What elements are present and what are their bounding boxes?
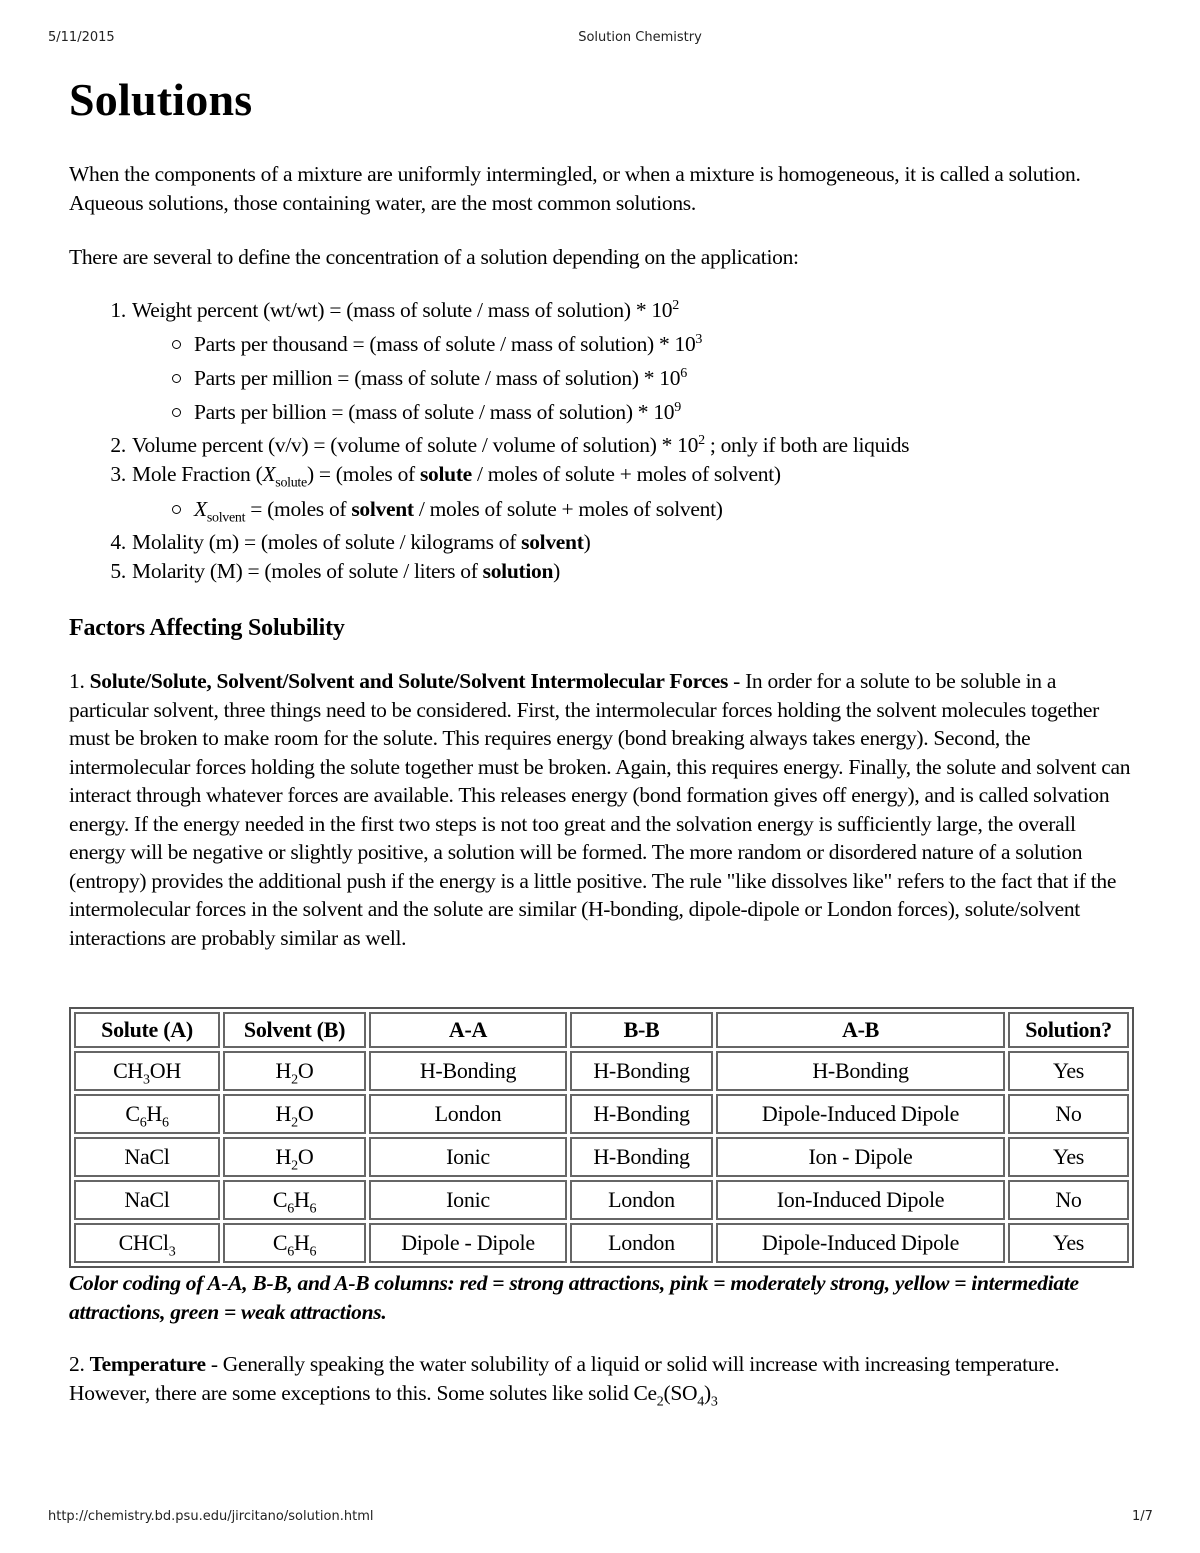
subscript: solvent: [206, 510, 246, 526]
intro-paragraph: When the components of a mixture are uniformly intermingled, or when a mixture is homogeneous, it is called a solution. Aqueous solutions, those containing water, are the most common solutions.: [69, 162, 1081, 215]
table-cell: Yes: [1008, 1051, 1129, 1091]
table-cell: H-Bonding: [570, 1094, 713, 1134]
print-date: 5/11/2015: [48, 30, 115, 45]
column-header: Solution?: [1008, 1012, 1129, 1048]
table-cell: Dipole-Induced Dipole: [716, 1094, 1005, 1134]
subscript: 4: [697, 1394, 704, 1410]
ppm-text: Parts per million = (mass of solute / mass of solution) * 10: [194, 366, 681, 391]
list-item: [131, 528, 1134, 557]
table-cell: [223, 1223, 366, 1263]
list-item: [131, 296, 1134, 430]
subscript: 2: [656, 1394, 664, 1410]
table-cell: Dipole-Induced Dipole: [716, 1223, 1005, 1263]
symbol: X: [194, 496, 207, 521]
list-item: [131, 460, 1134, 526]
table-header-row: [74, 1012, 1129, 1048]
subscript: 3: [168, 1244, 176, 1260]
table-cell: No: [1008, 1180, 1129, 1220]
text: ): [553, 558, 561, 583]
table-cell: H-Bonding: [369, 1051, 567, 1091]
volume-percent-text: Volume percent (v/v) = (volume of solute / volume of solution) * 10: [132, 433, 699, 458]
text: ): [703, 1380, 711, 1405]
text: 1.: [69, 669, 90, 694]
subscript: 3: [710, 1394, 718, 1410]
table-cell: Dipole - Dipole: [369, 1223, 567, 1263]
column-header: Solvent (B): [223, 1012, 366, 1048]
text: ): [583, 529, 591, 554]
text: / moles of solute + moles of solvent): [413, 496, 723, 521]
text: H: [275, 1101, 292, 1127]
page-number: 1/7: [1132, 1509, 1153, 1524]
list-item: [168, 395, 1134, 429]
subscript: 2: [291, 1072, 298, 1088]
subscript: 6: [309, 1201, 317, 1217]
exponent: 3: [695, 332, 703, 348]
exponent: 6: [680, 366, 687, 382]
table-cell: Yes: [1008, 1223, 1129, 1263]
article: [69, 74, 1134, 1410]
table-cell: [74, 1223, 220, 1263]
text: H: [146, 1101, 162, 1127]
text: Molarity (M) = (moles of solute / liters of: [132, 558, 483, 583]
text: Molality (m) = (moles of solute / kilograms of: [132, 529, 522, 554]
text: CHCl: [118, 1230, 169, 1256]
subscript: 6: [287, 1201, 294, 1217]
text: Mole Fraction (: [132, 462, 263, 487]
subscript: 2: [291, 1115, 298, 1131]
volume-percent-note: ; only if both are liquids: [704, 433, 910, 458]
text: H: [275, 1144, 292, 1170]
text: OH: [149, 1058, 181, 1084]
text: H: [293, 1187, 310, 1213]
table-cell: NaCl: [74, 1137, 220, 1177]
table-row: [74, 1137, 1129, 1177]
table-cell: Ion-Induced Dipole: [716, 1180, 1005, 1220]
table-cell: Ionic: [369, 1180, 567, 1220]
table-row: [74, 1223, 1129, 1263]
concentration-list: [69, 296, 1134, 586]
symbol: X: [262, 462, 276, 487]
table-cell: H-Bonding: [570, 1137, 713, 1177]
factor-1-paragraph: [69, 667, 1134, 952]
sub-list: [132, 327, 1134, 429]
concentration-intro: There are several to define the concentration of a solution depending on the application:: [69, 245, 799, 269]
print-url: http://chemistry.bd.psu.edu/jircitano/solution.html: [48, 1509, 374, 1524]
column-header: A-B: [716, 1012, 1005, 1048]
text: C: [272, 1230, 288, 1256]
list-item: [168, 361, 1134, 395]
text: C: [125, 1101, 140, 1127]
table-cell: [74, 1051, 220, 1091]
table-cell: [223, 1180, 366, 1220]
emphasis: solvent: [351, 496, 414, 521]
table-cell: Ion - Dipole: [716, 1137, 1005, 1177]
table-cell: [223, 1094, 366, 1134]
ppt-text: Parts per thousand = (mass of solute / mass of solution) * 10: [194, 332, 696, 357]
exponent: 2: [698, 433, 705, 449]
subscript: solute: [275, 475, 307, 491]
table-caption: Color coding of A-A, B-B, and A-B columns: red = strong attractions, pink = moderately strong, yellow = intermediate attractions, green = weak attractions.: [69, 1271, 1079, 1324]
table-cell: London: [570, 1223, 713, 1263]
column-header: A-A: [369, 1012, 567, 1048]
table-row: [74, 1180, 1129, 1220]
table-cell: [223, 1137, 366, 1177]
table-cell: Ionic: [369, 1137, 567, 1177]
text: - In order for a solute to be soluble in a particular solvent, three things need to be considered. First, the intermolecular forces holding the solvent molecules together must be broken to make room for the solute. This requires energy (bond breaking always takes energy). Second, the intermolecular forces holding the solute together must be broken. Again, this requires energy. Finally, the solute and solvent can interact through whatever forces are available. This releases energy (bond formation gives off energy), and is called solvation energy. If the energy needed in the first two steps is not too great and the solvation energy is sufficiently large, the overall energy will be negative or slightly positive, a solution will be formed. The more random or disordered nature of a solution (entropy) provides the additional push if the energy is a little positive. The rule "like dissolves like" refers to the fact that if the intermolecular forces in the solvent and the solute are similar (H-bonding, dipole-dipole or London forces), solute/solvent interactions are probably similar as well.: [69, 669, 1131, 950]
weight-percent-text: Weight percent (wt/wt) = (mass of solute / mass of solution) * 10: [132, 297, 673, 322]
subscript: 2: [291, 1158, 298, 1174]
text: ) = (moles of: [306, 462, 420, 487]
table-cell: NaCl: [74, 1180, 220, 1220]
text: C: [272, 1187, 288, 1213]
factor-title: Solute/Solute, Solvent/Solvent and Solute/Solvent Intermolecular Forces: [89, 669, 729, 694]
factor-title: Temperature: [89, 1352, 206, 1377]
list-item: [131, 557, 1134, 586]
exponent: 2: [672, 297, 679, 313]
text: 2.: [69, 1352, 90, 1377]
text: (SO: [663, 1380, 698, 1405]
print-page-title: Solution Chemistry: [578, 30, 702, 45]
list-item: [131, 431, 1134, 460]
subscript: 6: [139, 1115, 147, 1131]
solubility-table: [69, 1007, 1134, 1268]
column-header: Solute (A): [74, 1012, 220, 1048]
emphasis: solute: [419, 462, 472, 487]
exponent: 9: [674, 400, 681, 416]
table-cell: H-Bonding: [570, 1051, 713, 1091]
subscript: 3: [143, 1072, 150, 1088]
table-cell: [74, 1094, 220, 1134]
text: H: [293, 1230, 310, 1256]
text: O: [297, 1101, 314, 1127]
text: H: [275, 1058, 292, 1084]
sub-list: [132, 492, 1134, 526]
table-cell: [223, 1051, 366, 1091]
text: - Generally speaking the water solubility of a liquid or solid will increase with increasing temperature. However, there are some exceptions to this. Some solutes like solid Ce: [69, 1352, 1060, 1405]
list-item: [168, 327, 1134, 361]
subscript: 6: [161, 1115, 169, 1131]
section-heading: Factors Affecting Solubility: [69, 615, 345, 642]
table-cell: H-Bonding: [716, 1051, 1005, 1091]
factor-2-paragraph: [69, 1350, 1134, 1410]
table-cell: No: [1008, 1094, 1129, 1134]
text: = (moles of: [245, 496, 352, 521]
table-cell: Yes: [1008, 1137, 1129, 1177]
page-title: Solutions: [69, 74, 253, 125]
subscript: 6: [309, 1244, 317, 1260]
table-row: [74, 1094, 1129, 1134]
table-cell: London: [570, 1180, 713, 1220]
table-cell: London: [369, 1094, 567, 1134]
emphasis: solution: [482, 558, 554, 583]
text: O: [297, 1058, 314, 1084]
text: O: [297, 1144, 314, 1170]
emphasis: solvent: [521, 529, 584, 554]
column-header: B-B: [570, 1012, 713, 1048]
list-item: [168, 492, 1134, 526]
subscript: 6: [287, 1244, 294, 1260]
text: CH: [113, 1058, 144, 1084]
ppb-text: Parts per billion = (mass of solute / mass of solution) * 10: [194, 400, 675, 425]
table-row: [74, 1051, 1129, 1091]
text: / moles of solute + moles of solvent): [471, 462, 781, 487]
